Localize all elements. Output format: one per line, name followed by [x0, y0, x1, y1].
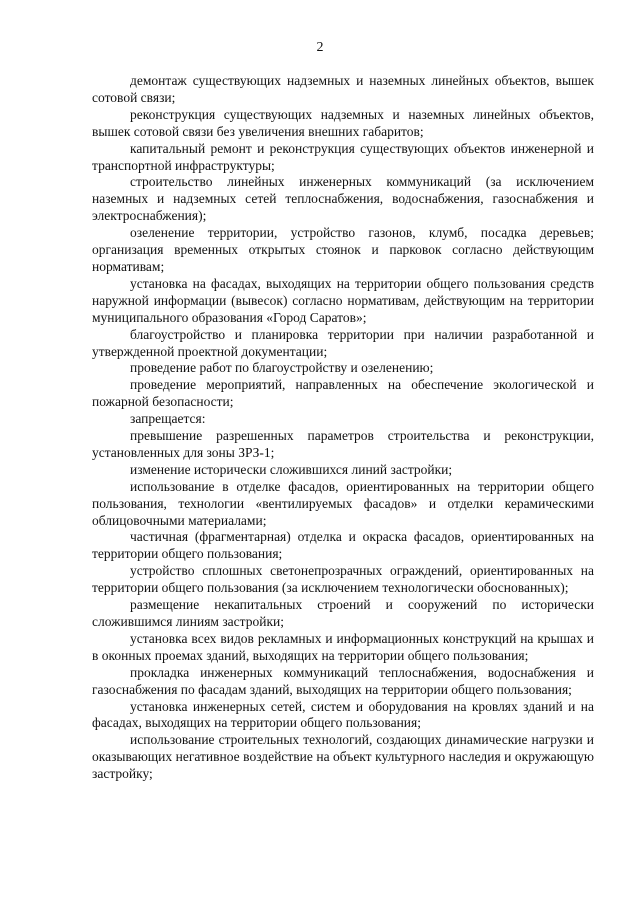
paragraph: прокладка инженерных коммуникаций теплоснабжения, водоснабжения и газоснабжения по фасадам зданий, выходящих на территории общего пользования;: [92, 664, 594, 697]
paragraph: капитальный ремонт и реконструкция существующих объектов инженерной и транспортной инфраструктуры;: [92, 140, 594, 173]
paragraph: использование строительных технологий, создающих динамические нагрузки и оказывающих негативное воздействие на объект культурного наследия и окружающую застройку;: [92, 732, 594, 782]
paragraph: устройство сплошных светонепрозрачных ограждений, ориентированных на территории общего пользования (за исключением технологически обоснованных);: [92, 563, 594, 596]
paragraph: демонтаж существующих надземных и наземных линейных объектов, вышек сотовой связи;: [92, 73, 594, 105]
document-body: [92, 73, 594, 783]
paragraph: установка инженерных сетей, систем и оборудования на кровлях зданий и на фасадах, выходящих на территории общего пользования;: [92, 698, 594, 731]
paragraph: размещение некапитальных строений и сооружений по исторически сложившимся линиям застройки;: [92, 597, 594, 629]
paragraph: частичная (фрагментарная) отделка и окраска фасадов, ориентированных на территории общего пользования;: [92, 529, 594, 562]
paragraph: проведение работ по благоустройству и озеленению;: [130, 360, 434, 376]
paragraph: озеленение территории, устройство газонов, клумб, посадка деревьев; организация временных открытых стоянок и парковок согласно действующим нормативам;: [92, 225, 594, 274]
paragraph: проведение мероприятий, направленных на обеспечение экологической и пожарной безопасности;: [92, 377, 594, 410]
paragraph: реконструкция существующих надземных и наземных линейных объектов, вышек сотовой связи без увеличения внешних габаритов;: [92, 106, 594, 139]
prohibited-heading: запрещается:: [130, 411, 206, 427]
paragraph: превышение разрешенных параметров строительства и реконструкции, установленных для зоны ЗРЗ-1;: [92, 428, 594, 460]
paragraph: использование в отделке фасадов, ориентированных на территории общего пользования, технологии «вентилируемых фасадов» и отделки керамическими облицовочными материалами;: [92, 478, 594, 528]
page-number: 2: [316, 40, 324, 55]
paragraph: благоустройство и планировка территории при наличии разработанной и утвержденной проектной документации;: [92, 326, 594, 359]
paragraph: изменение исторически сложившихся линий застройки;: [130, 461, 453, 477]
paragraph: строительство линейных инженерных коммуникаций (за исключением наземных и надземных сетей теплоснабжения, водоснабжения, газоснабжения и электроснабжения);: [92, 174, 594, 224]
paragraph: установка всех видов рекламных и информационных конструкций на крышах и в оконных проемах зданий, выходящих на территории общего пользования;: [92, 630, 594, 663]
paragraph: установка на фасадах, выходящих на территории общего пользования средств наружной информации (вывесок) согласно нормативам, действующим на территории муниципального образования «Город Саратов»;: [92, 275, 594, 325]
